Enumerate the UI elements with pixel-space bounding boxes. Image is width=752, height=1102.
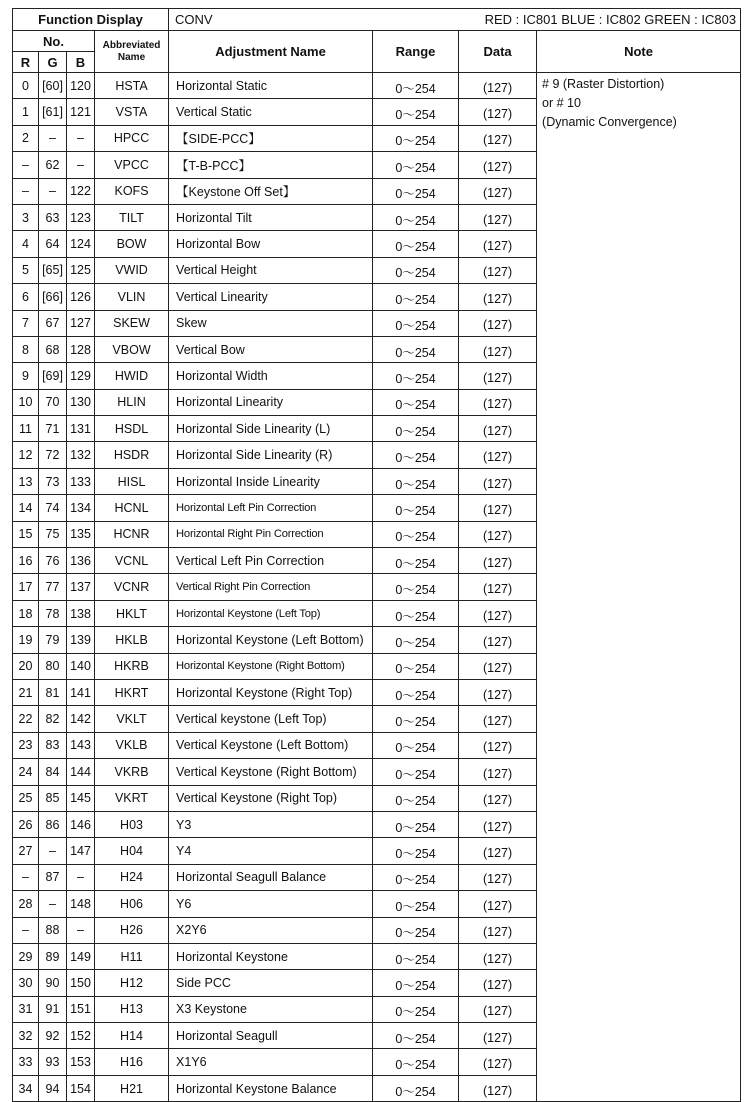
data-value: (127) xyxy=(459,416,537,442)
abbreviated-name: VLIN xyxy=(95,284,169,310)
column-header-row xyxy=(13,31,741,52)
b-number: 139 xyxy=(67,627,95,653)
adjustment-name: Horizontal Bow xyxy=(169,231,373,257)
range-value: 0～254 xyxy=(373,732,459,758)
adjustment-name: Vertical Keystone (Left Bottom) xyxy=(169,732,373,758)
abbreviated-name: H13 xyxy=(95,996,169,1022)
abbreviated-name: H24 xyxy=(95,864,169,890)
g-number: 84 xyxy=(39,759,67,785)
adjustment-name: 【T-B-PCC】 xyxy=(169,152,373,178)
function-display-row xyxy=(13,9,741,31)
b-number: 138 xyxy=(67,600,95,626)
abbreviated-name: VKLT xyxy=(95,706,169,732)
abbreviated-name: HCNL xyxy=(95,495,169,521)
g-number: – xyxy=(39,838,67,864)
g-number: 76 xyxy=(39,548,67,574)
r-number: 0 xyxy=(13,73,39,99)
b-number: 120 xyxy=(67,73,95,99)
g-number: 78 xyxy=(39,600,67,626)
g-number: 90 xyxy=(39,970,67,996)
r-number: 30 xyxy=(13,970,39,996)
data-value: (127) xyxy=(459,732,537,758)
no-header: No. xyxy=(13,31,95,52)
g-number: 94 xyxy=(39,1075,67,1101)
adjustment-name: Vertical Height xyxy=(169,257,373,283)
g-number: 79 xyxy=(39,627,67,653)
data-value: (127) xyxy=(459,838,537,864)
data-value: (127) xyxy=(459,864,537,890)
b-number: 135 xyxy=(67,521,95,547)
r-number: 22 xyxy=(13,706,39,732)
g-number: 70 xyxy=(39,389,67,415)
b-number: 145 xyxy=(67,785,95,811)
g-number: – xyxy=(39,125,67,151)
b-header: B xyxy=(67,52,95,73)
g-number: 77 xyxy=(39,574,67,600)
b-number: 126 xyxy=(67,284,95,310)
g-number: 68 xyxy=(39,336,67,362)
range-value: 0～254 xyxy=(373,943,459,969)
adjustment-name: Vertical Bow xyxy=(169,336,373,362)
r-number: – xyxy=(13,864,39,890)
range-value: 0～254 xyxy=(373,917,459,943)
g-number: 64 xyxy=(39,231,67,257)
abbreviated-name: HKRT xyxy=(95,679,169,705)
adjustment-table-sheet xyxy=(12,8,740,1102)
range-value: 0～254 xyxy=(373,204,459,230)
adjustment-name: Vertical Keystone (Right Top) xyxy=(169,785,373,811)
adjustment-name: Horizontal Linearity xyxy=(169,389,373,415)
abbreviated-name: VKLB xyxy=(95,732,169,758)
adjustment-name: Vertical Right Pin Correction xyxy=(169,574,373,600)
range-value: 0～254 xyxy=(373,152,459,178)
r-number: 2 xyxy=(13,125,39,151)
r-header: R xyxy=(13,52,39,73)
g-number: 71 xyxy=(39,416,67,442)
abbreviated-name: TILT xyxy=(95,204,169,230)
b-number: – xyxy=(67,125,95,151)
r-number: 27 xyxy=(13,838,39,864)
r-number: 23 xyxy=(13,732,39,758)
function-display-label: Function Display xyxy=(13,9,169,31)
note-line: or # 10 xyxy=(542,96,581,110)
b-number: 151 xyxy=(67,996,95,1022)
ic-info: RED : IC801 BLUE : IC802 GREEN : IC803 xyxy=(373,9,741,31)
abbreviated-name: H26 xyxy=(95,917,169,943)
r-number: 15 xyxy=(13,521,39,547)
range-value: 0～254 xyxy=(373,363,459,389)
abbreviated-name: VKRB xyxy=(95,759,169,785)
note-header: Note xyxy=(537,31,741,73)
b-number: 128 xyxy=(67,336,95,362)
r-number: 33 xyxy=(13,1049,39,1075)
r-number: 7 xyxy=(13,310,39,336)
g-number: 80 xyxy=(39,653,67,679)
r-number: 20 xyxy=(13,653,39,679)
range-value: 0～254 xyxy=(373,521,459,547)
abbreviated-name-header xyxy=(95,31,169,73)
r-number: 21 xyxy=(13,679,39,705)
adjustment-name: Vertical keystone (Left Top) xyxy=(169,706,373,732)
adjustment-name: Horizontal Keystone Balance xyxy=(169,1075,373,1101)
adjustment-name: Horizontal Seagull Balance xyxy=(169,864,373,890)
b-number: 129 xyxy=(67,363,95,389)
g-number: 81 xyxy=(39,679,67,705)
abbreviated-name: VWID xyxy=(95,257,169,283)
r-number: 10 xyxy=(13,389,39,415)
data-value: (127) xyxy=(459,1023,537,1049)
g-number: 88 xyxy=(39,917,67,943)
data-value: (127) xyxy=(459,152,537,178)
data-value: (127) xyxy=(459,310,537,336)
adjustment-name: Horizontal Seagull xyxy=(169,1023,373,1049)
b-number: 147 xyxy=(67,838,95,864)
b-number: 153 xyxy=(67,1049,95,1075)
data-value: (127) xyxy=(459,336,537,362)
adjustment-name: Y6 xyxy=(169,891,373,917)
adjustment-name: Horizontal Left Pin Correction xyxy=(169,495,373,521)
note-line: (Dynamic Convergence) xyxy=(542,115,677,129)
r-number: 28 xyxy=(13,891,39,917)
b-number: 134 xyxy=(67,495,95,521)
adjustment-name: Side PCC xyxy=(169,970,373,996)
b-number: 142 xyxy=(67,706,95,732)
r-number: 16 xyxy=(13,548,39,574)
g-number: 73 xyxy=(39,468,67,494)
b-number: 121 xyxy=(67,99,95,125)
abbreviated-name: VKRT xyxy=(95,785,169,811)
adjustment-name: Horizontal Tilt xyxy=(169,204,373,230)
abbreviated-name: H16 xyxy=(95,1049,169,1075)
data-value: (127) xyxy=(459,521,537,547)
g-number: 63 xyxy=(39,204,67,230)
adjustment-name: Horizontal Keystone (Right Bottom) xyxy=(169,653,373,679)
b-number: 152 xyxy=(67,1023,95,1049)
b-number: 154 xyxy=(67,1075,95,1101)
data-value: (127) xyxy=(459,178,537,204)
range-value: 0～254 xyxy=(373,442,459,468)
r-number: 13 xyxy=(13,468,39,494)
range-value: 0～254 xyxy=(373,310,459,336)
data-value: (127) xyxy=(459,996,537,1022)
g-number: [65] xyxy=(39,257,67,283)
r-number: 34 xyxy=(13,1075,39,1101)
range-value: 0～254 xyxy=(373,811,459,837)
r-number: 26 xyxy=(13,811,39,837)
adjustment-name: Horizontal Inside Linearity xyxy=(169,468,373,494)
g-number: 87 xyxy=(39,864,67,890)
range-header: Range xyxy=(373,31,459,73)
abbreviated-name: HISL xyxy=(95,468,169,494)
b-number: – xyxy=(67,152,95,178)
range-value: 0～254 xyxy=(373,1075,459,1101)
adjustment-name: Y3 xyxy=(169,811,373,837)
adjustment-name: Horizontal Side Linearity (R) xyxy=(169,442,373,468)
g-number: 82 xyxy=(39,706,67,732)
data-value: (127) xyxy=(459,600,537,626)
abbreviated-name: HSDL xyxy=(95,416,169,442)
range-value: 0～254 xyxy=(373,257,459,283)
g-number: 67 xyxy=(39,310,67,336)
data-value: (127) xyxy=(459,943,537,969)
adjustment-name: Horizontal Keystone (Left Top) xyxy=(169,600,373,626)
abbreviated-name: VPCC xyxy=(95,152,169,178)
data-value: (127) xyxy=(459,970,537,996)
range-value: 0～254 xyxy=(373,416,459,442)
g-number: 91 xyxy=(39,996,67,1022)
range-value: 0～254 xyxy=(373,468,459,494)
r-number: 12 xyxy=(13,442,39,468)
adjustment-name-header: Adjustment Name xyxy=(169,31,373,73)
g-number: – xyxy=(39,178,67,204)
range-value: 0～254 xyxy=(373,1023,459,1049)
abbreviated-name: HWID xyxy=(95,363,169,389)
abbreviated-name: HSTA xyxy=(95,73,169,99)
range-value: 0～254 xyxy=(373,627,459,653)
r-number: 19 xyxy=(13,627,39,653)
range-value: 0～254 xyxy=(373,759,459,785)
b-number: 146 xyxy=(67,811,95,837)
b-number: 122 xyxy=(67,178,95,204)
data-value: (127) xyxy=(459,548,537,574)
data-value: (127) xyxy=(459,204,537,230)
r-number: 24 xyxy=(13,759,39,785)
abbreviated-name: HLIN xyxy=(95,389,169,415)
b-number: 125 xyxy=(67,257,95,283)
b-number: 148 xyxy=(67,891,95,917)
adjustment-name: Horizontal Right Pin Correction xyxy=(169,521,373,547)
r-number: 32 xyxy=(13,1023,39,1049)
range-value: 0～254 xyxy=(373,785,459,811)
range-value: 0～254 xyxy=(373,548,459,574)
abbreviated-label: Abbreviated xyxy=(102,39,161,51)
b-number: – xyxy=(67,917,95,943)
data-value: (127) xyxy=(459,785,537,811)
range-value: 0～254 xyxy=(373,706,459,732)
table-row xyxy=(13,73,741,99)
data-header: Data xyxy=(459,31,537,73)
adjustment-table xyxy=(12,8,741,1102)
range-value: 0～254 xyxy=(373,495,459,521)
range-value: 0～254 xyxy=(373,891,459,917)
g-number: [61] xyxy=(39,99,67,125)
range-value: 0～254 xyxy=(373,336,459,362)
g-number: 72 xyxy=(39,442,67,468)
range-value: 0～254 xyxy=(373,996,459,1022)
b-number: 127 xyxy=(67,310,95,336)
range-value: 0～254 xyxy=(373,864,459,890)
g-number: [60] xyxy=(39,73,67,99)
g-number: [69] xyxy=(39,363,67,389)
b-number: 123 xyxy=(67,204,95,230)
data-value: (127) xyxy=(459,653,537,679)
b-number: 136 xyxy=(67,548,95,574)
adjustment-name: 【SIDE-PCC】 xyxy=(169,125,373,151)
note-cell xyxy=(537,73,741,1102)
g-number: 75 xyxy=(39,521,67,547)
range-value: 0～254 xyxy=(373,600,459,626)
data-value: (127) xyxy=(459,811,537,837)
range-value: 0～254 xyxy=(373,838,459,864)
data-value: (127) xyxy=(459,759,537,785)
range-value: 0～254 xyxy=(373,284,459,310)
abbreviated-name: H06 xyxy=(95,891,169,917)
adjustment-name: Horizontal Keystone (Right Top) xyxy=(169,679,373,705)
adjustment-name: Y4 xyxy=(169,838,373,864)
data-value: (127) xyxy=(459,468,537,494)
range-value: 0～254 xyxy=(373,574,459,600)
adjustment-name: Skew xyxy=(169,310,373,336)
g-number: 85 xyxy=(39,785,67,811)
b-number: 150 xyxy=(67,970,95,996)
adjustment-name: Vertical Left Pin Correction xyxy=(169,548,373,574)
g-number: – xyxy=(39,891,67,917)
r-number: 14 xyxy=(13,495,39,521)
range-value: 0～254 xyxy=(373,178,459,204)
g-number: 93 xyxy=(39,1049,67,1075)
data-value: (127) xyxy=(459,917,537,943)
r-number: 11 xyxy=(13,416,39,442)
g-number: [66] xyxy=(39,284,67,310)
r-number: – xyxy=(13,152,39,178)
r-number: 31 xyxy=(13,996,39,1022)
abbreviated-name: HCNR xyxy=(95,521,169,547)
r-number: 18 xyxy=(13,600,39,626)
data-value: (127) xyxy=(459,627,537,653)
b-number: 133 xyxy=(67,468,95,494)
abbreviated-name: H03 xyxy=(95,811,169,837)
adjustment-name: Horizontal Keystone (Left Bottom) xyxy=(169,627,373,653)
data-value: (127) xyxy=(459,574,537,600)
r-number: 4 xyxy=(13,231,39,257)
r-number: – xyxy=(13,917,39,943)
data-value: (127) xyxy=(459,99,537,125)
abbreviated-name: VCNL xyxy=(95,548,169,574)
abbreviated-name: H14 xyxy=(95,1023,169,1049)
abbreviated-name: BOW xyxy=(95,231,169,257)
adjustment-name: Horizontal Width xyxy=(169,363,373,389)
adjustment-name: Vertical Static xyxy=(169,99,373,125)
abbreviated-name: H11 xyxy=(95,943,169,969)
range-value: 0～254 xyxy=(373,99,459,125)
abbreviated-name: SKEW xyxy=(95,310,169,336)
b-number: – xyxy=(67,864,95,890)
r-number: – xyxy=(13,178,39,204)
r-number: 3 xyxy=(13,204,39,230)
b-number: 141 xyxy=(67,679,95,705)
data-value: (127) xyxy=(459,284,537,310)
table-body xyxy=(13,73,741,1102)
data-value: (127) xyxy=(459,442,537,468)
data-value: (127) xyxy=(459,495,537,521)
data-value: (127) xyxy=(459,125,537,151)
abbreviated-name: VSTA xyxy=(95,99,169,125)
r-number: 9 xyxy=(13,363,39,389)
adjustment-name: 【Keystone Off Set】 xyxy=(169,178,373,204)
abbreviated-name: VBOW xyxy=(95,336,169,362)
range-value: 0～254 xyxy=(373,389,459,415)
r-number: 5 xyxy=(13,257,39,283)
note-line: # 9 (Raster Distortion) xyxy=(542,77,665,91)
abbreviated-name: H21 xyxy=(95,1075,169,1101)
abbreviated-name: HPCC xyxy=(95,125,169,151)
r-number: 1 xyxy=(13,99,39,125)
abbreviated-name: HSDR xyxy=(95,442,169,468)
g-number: 83 xyxy=(39,732,67,758)
abbreviated-name: HKLT xyxy=(95,600,169,626)
g-number: 89 xyxy=(39,943,67,969)
adjustment-name: Horizontal Side Linearity (L) xyxy=(169,416,373,442)
b-number: 140 xyxy=(67,653,95,679)
b-number: 149 xyxy=(67,943,95,969)
r-number: 17 xyxy=(13,574,39,600)
range-value: 0～254 xyxy=(373,653,459,679)
adjustment-name: X2Y6 xyxy=(169,917,373,943)
abbreviated-name: HKRB xyxy=(95,653,169,679)
range-value: 0～254 xyxy=(373,970,459,996)
range-value: 0～254 xyxy=(373,231,459,257)
data-value: (127) xyxy=(459,1049,537,1075)
adjustment-name: Horizontal Keystone xyxy=(169,943,373,969)
data-value: (127) xyxy=(459,363,537,389)
data-value: (127) xyxy=(459,73,537,99)
adjustment-name: X1Y6 xyxy=(169,1049,373,1075)
range-value: 0～254 xyxy=(373,125,459,151)
b-number: 130 xyxy=(67,389,95,415)
b-number: 124 xyxy=(67,231,95,257)
adjustment-name: Vertical Linearity xyxy=(169,284,373,310)
abbreviated-name: KOFS xyxy=(95,178,169,204)
r-number: 8 xyxy=(13,336,39,362)
range-value: 0～254 xyxy=(373,73,459,99)
function-display-value: CONV xyxy=(169,9,373,31)
name-label: Name xyxy=(117,51,146,63)
abbreviated-name: H04 xyxy=(95,838,169,864)
b-number: 144 xyxy=(67,759,95,785)
abbreviated-name: H12 xyxy=(95,970,169,996)
adjustment-name: X3 Keystone xyxy=(169,996,373,1022)
data-value: (127) xyxy=(459,231,537,257)
b-number: 131 xyxy=(67,416,95,442)
r-number: 29 xyxy=(13,943,39,969)
abbreviated-name: HKLB xyxy=(95,627,169,653)
g-header: G xyxy=(39,52,67,73)
b-number: 143 xyxy=(67,732,95,758)
data-value: (127) xyxy=(459,679,537,705)
adjustment-name: Horizontal Static xyxy=(169,73,373,99)
g-number: 86 xyxy=(39,811,67,837)
data-value: (127) xyxy=(459,1075,537,1101)
adjustment-name: Vertical Keystone (Right Bottom) xyxy=(169,759,373,785)
b-number: 137 xyxy=(67,574,95,600)
g-number: 92 xyxy=(39,1023,67,1049)
data-value: (127) xyxy=(459,257,537,283)
data-value: (127) xyxy=(459,389,537,415)
r-number: 6 xyxy=(13,284,39,310)
range-value: 0～254 xyxy=(373,1049,459,1075)
g-number: 74 xyxy=(39,495,67,521)
data-value: (127) xyxy=(459,891,537,917)
b-number: 132 xyxy=(67,442,95,468)
r-number: 25 xyxy=(13,785,39,811)
abbreviated-name: VCNR xyxy=(95,574,169,600)
data-value: (127) xyxy=(459,706,537,732)
range-value: 0～254 xyxy=(373,679,459,705)
g-number: 62 xyxy=(39,152,67,178)
